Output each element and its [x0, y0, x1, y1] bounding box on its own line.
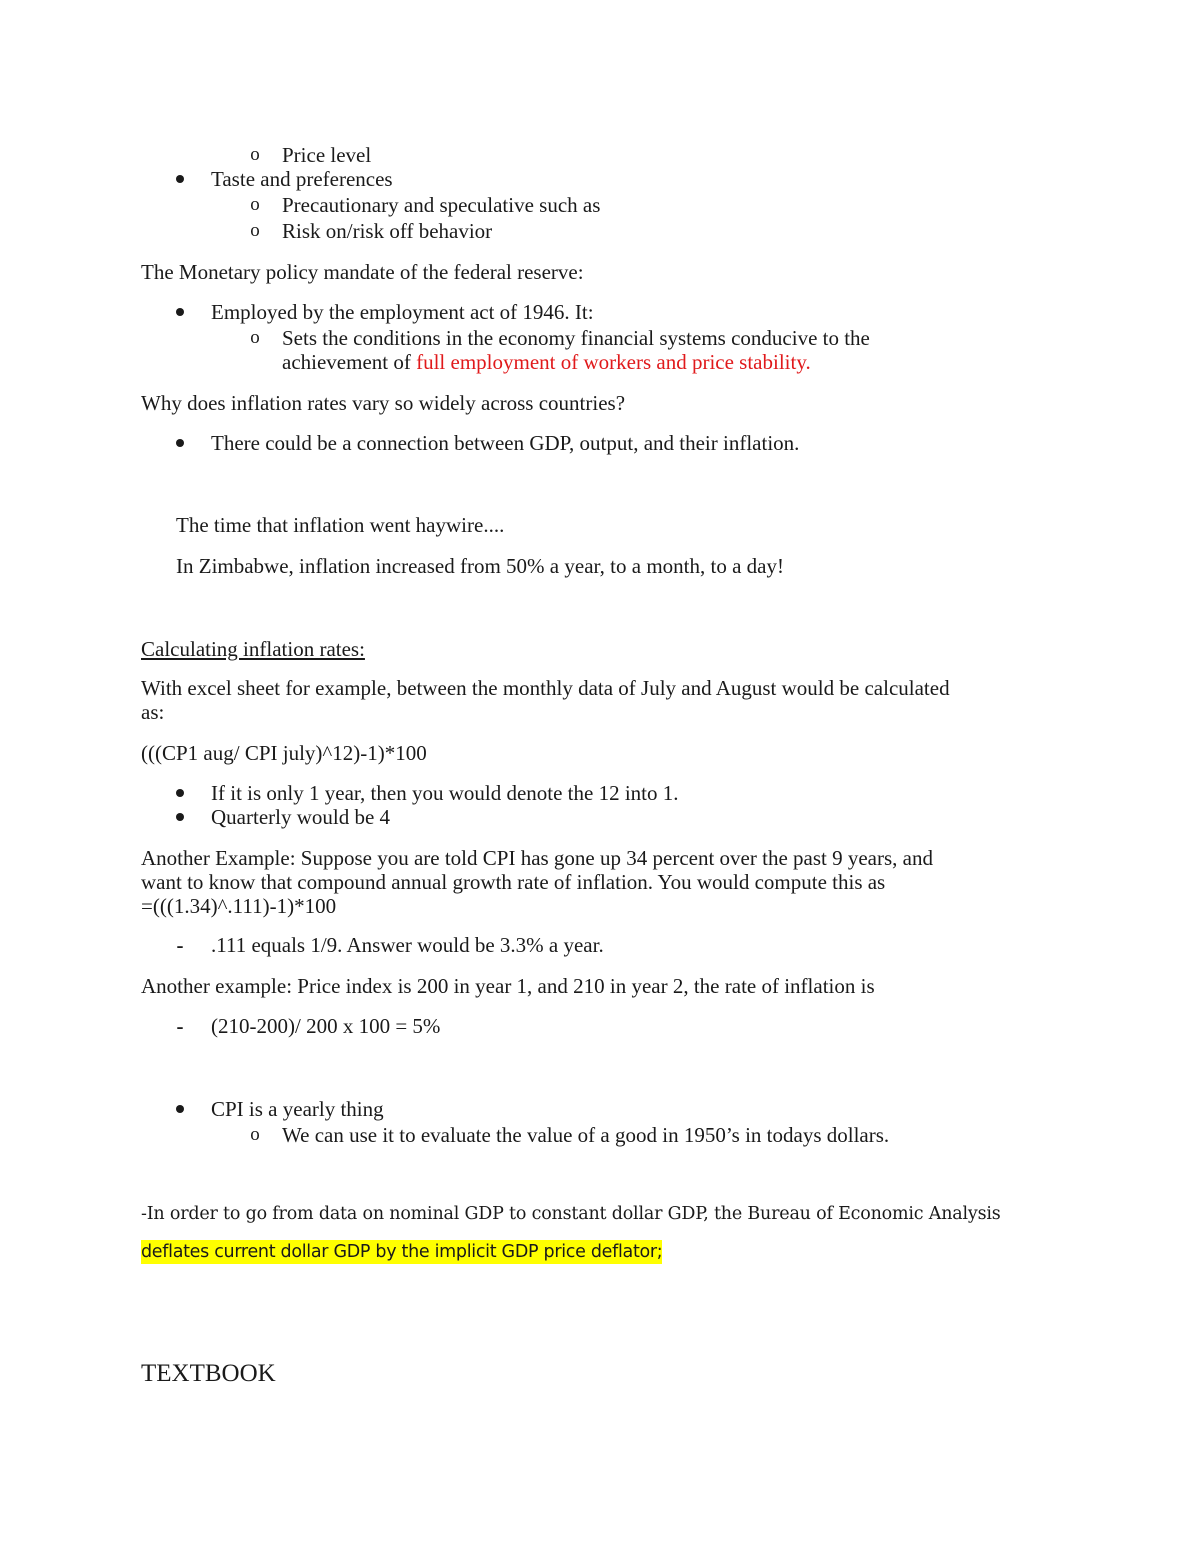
paragraph-continuation: want to know that compound annual growth rate of inflation. You would compute this as — [141, 870, 886, 894]
bullet-icon — [176, 175, 184, 183]
bullet-icon — [176, 308, 184, 316]
dash-bullet-icon: - — [176, 1014, 184, 1038]
formula: (((CP1 aug/ CPI july)^12)-1)*100 — [141, 741, 427, 765]
formula: =(((1.34)^.111)-1)*100 — [141, 894, 337, 918]
circle-bullet-icon: o — [250, 144, 260, 165]
bullet-icon — [176, 789, 184, 797]
list-item: CPI is a yearly thing — [211, 1097, 384, 1121]
bullet-icon — [176, 813, 184, 821]
list-item: Quarterly would be 4 — [211, 805, 391, 829]
paragraph: Another Example: Suppose you are told CPI has gone up 34 percent over the past 9 years, and — [141, 846, 933, 870]
highlighted-text: deflates current dollar GDP by the implicit GDP price deflator; — [141, 1242, 663, 1262]
paragraph: -In order to go from data on nominal GDP to constant dollar GDP, the Bureau of Economic Analysis — [141, 1204, 1001, 1224]
list-item-continuation — [282, 350, 811, 374]
circle-bullet-icon: o — [250, 1124, 260, 1145]
section-heading: TEXTBOOK — [141, 1360, 276, 1387]
circle-bullet-icon: o — [250, 194, 260, 215]
list-item: Taste and preferences — [211, 167, 393, 191]
list-item: Sets the conditions in the economy financial systems conducive to the — [282, 326, 870, 350]
list-item: We can use it to evaluate the value of a good in 1950’s in todays dollars. — [282, 1123, 890, 1147]
bullet-icon — [176, 1105, 184, 1113]
list-item: .111 equals 1/9. Answer would be 3.3% a year. — [211, 933, 604, 957]
section-heading: Calculating inflation rates: — [141, 637, 365, 661]
text-span: achievement of — [282, 350, 417, 374]
list-item: Risk on/risk off behavior — [282, 219, 493, 243]
paragraph: Why does inflation rates vary so widely across countries? — [141, 391, 626, 415]
dash-bullet-icon: - — [176, 933, 184, 957]
paragraph: The Monetary policy mandate of the federal reserve: — [141, 260, 584, 284]
list-item: Precautionary and speculative such as — [282, 193, 601, 217]
list-item: If it is only 1 year, then you would denote the 12 into 1. — [211, 781, 679, 805]
list-item: Employed by the employment act of 1946. It: — [211, 300, 594, 324]
paragraph: The time that inflation went haywire.... — [176, 513, 505, 537]
bullet-icon — [176, 439, 184, 447]
list-item: There could be a connection between GDP, output, and their inflation. — [211, 431, 800, 455]
emphasis-red-text: full employment of workers and price stability. — [416, 350, 811, 374]
paragraph: In Zimbabwe, inflation increased from 50% a year, to a month, to a day! — [176, 554, 784, 578]
circle-bullet-icon: o — [250, 327, 260, 348]
paragraph: Another example: Price index is 200 in year 1, and 210 in year 2, the rate of inflation is — [141, 974, 875, 998]
paragraph-continuation: as: — [141, 700, 165, 724]
list-item: (210-200)/ 200 x 100 = 5% — [211, 1014, 441, 1038]
circle-bullet-icon: o — [250, 220, 260, 241]
paragraph: With excel sheet for example, between the monthly data of July and August would be calculated — [141, 676, 950, 700]
list-item: Price level — [282, 143, 372, 167]
